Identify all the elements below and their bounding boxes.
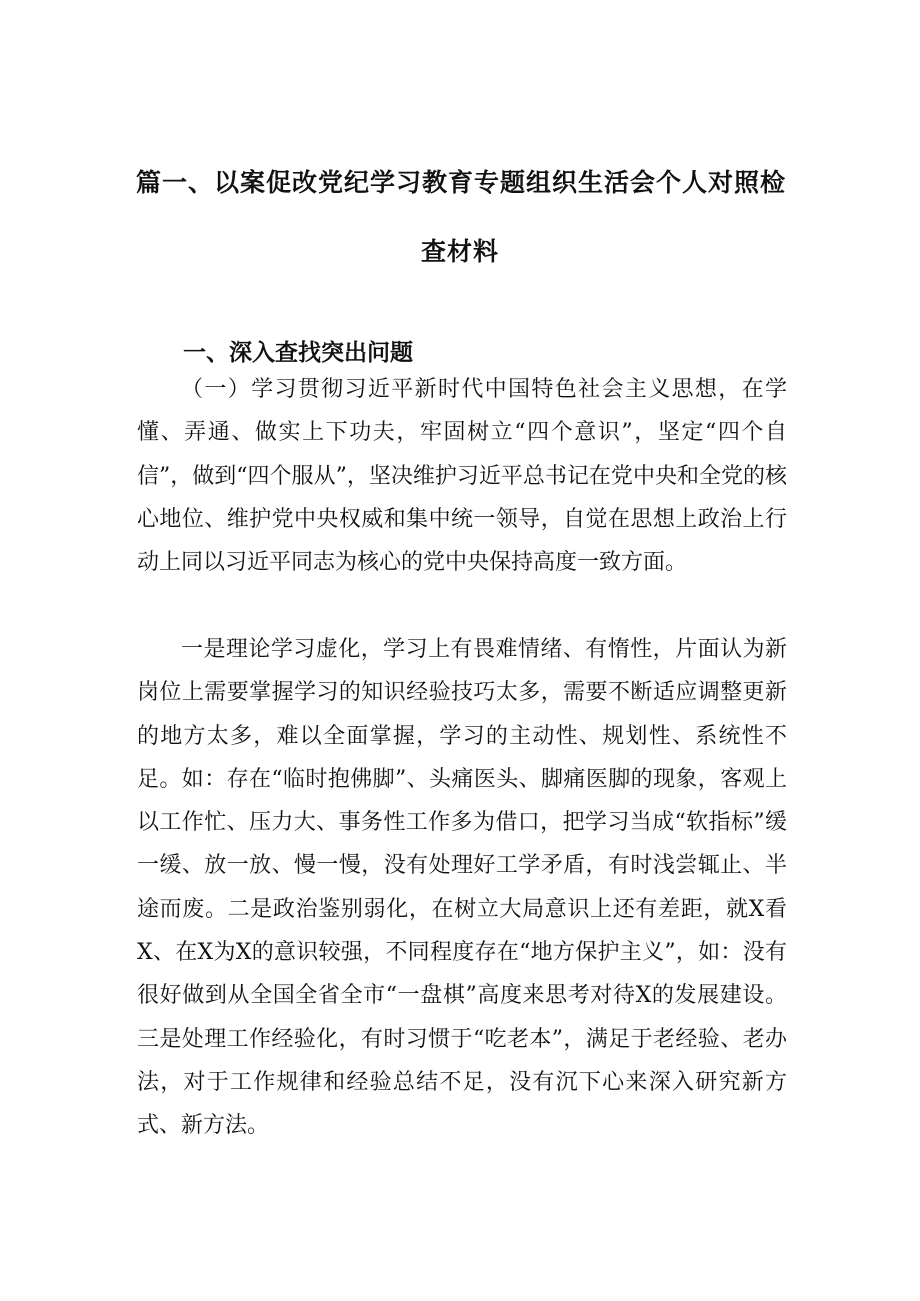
section-heading: 一、深入查找突出问题 [183, 340, 413, 366]
document-title-line-1: 篇一、以案促改党纪学习教育专题组织生活会个人对照检 [136, 168, 787, 197]
paragraph-1: （一）学习贯彻习近平新时代中国特色社会主义思想，在学懂、弄通、做实上下功夫，牢固树立“四个意识”，坚定“四个自信”，做到“四个服从”，坚决维护习近平总书记在党中央和全党的核心地位、维护党中央权威和集中统一领导，自觉在思想上政治上行动上同以习近平同志为核心的党中央保持高度一致方面。 [137, 377, 787, 576]
document-title-line-2: 查材料 [420, 237, 499, 266]
paragraph-2: 一是理论学习虚化，学习上有畏难情绪、有惰性，片面认为新岗位上需要掌握学习的知识经验技巧太多，需要不断适应调整更新的地方太多，难以全面掌握，学习的主动性、规划性、系统性不足。如：存在“临时抱佛脚”、头痛医头、脚痛医脚的现象，客观上以工作忙、压力大、事务性工作多为借口，把学习当成“软指标”缓一缓、放一放、慢一慢，没有处理好工学矛盾，有时浅尝辄止、半途而废。二是政治鉴别弱化，在树立大局意识上还有差距，就X看X、在X为X的意识较强，不同程度存在“地方保护主义”，如：没有很好做到从全国全省全市“一盘棋”高度来思考对待X的发展建设。三是处理工作经验化，有时习惯于“吃老本”，满足于老经验、老办法，对于工作规律和经验总结不足，没有沉下心来深入研究新方式、新方法。 [137, 637, 787, 1139]
